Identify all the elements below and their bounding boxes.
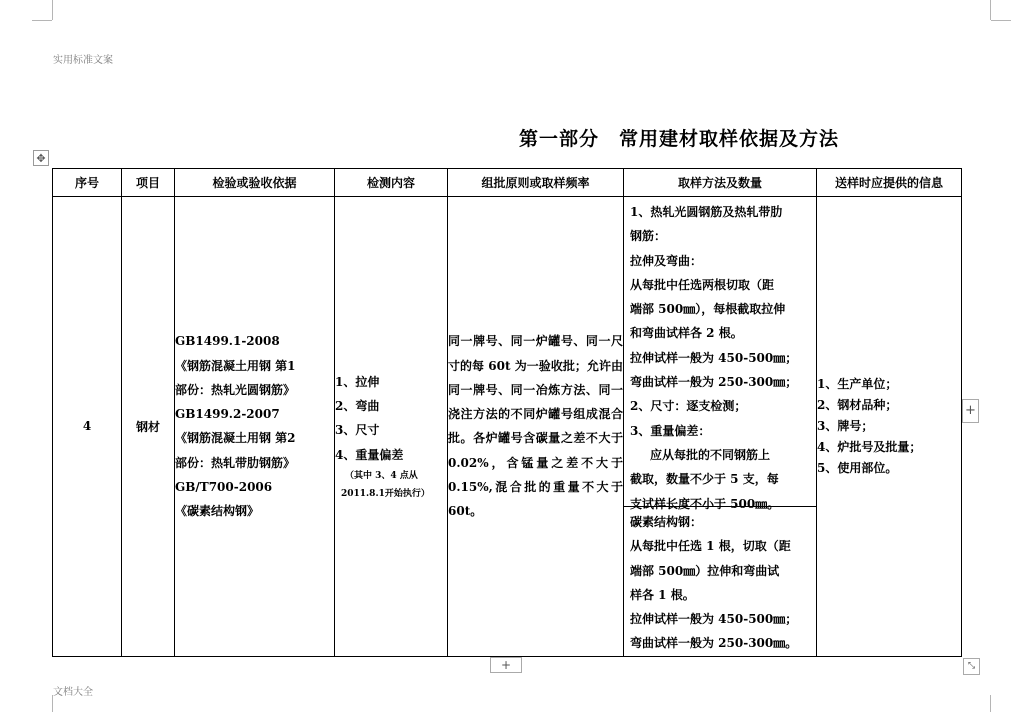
- page-title-text: 第一部分 常用建材取样依据及方法: [518, 128, 839, 150]
- header-cell-basis: 检验或验收依据: [175, 169, 335, 197]
- content-note: （其中 3、4 点从: [345, 470, 418, 481]
- table-resize-icon[interactable]: ⤡: [963, 658, 980, 675]
- method-line: 拉伸试样一般为 450-500㎜；: [630, 350, 798, 365]
- page-footer: 文档大全: [53, 687, 93, 698]
- content-line: 2、弯曲: [335, 399, 380, 414]
- method-line: 1、热轧光圆钢筋及热轧带肋: [630, 205, 783, 219]
- header-cell-method: 取样方法及数量: [624, 169, 817, 197]
- method-line: 端部 500㎜），每根截取拉伸: [630, 302, 786, 317]
- add-column-button[interactable]: +: [962, 399, 979, 423]
- crop-mark-top-right-h: [991, 20, 1011, 21]
- cell-item: 钢材: [122, 197, 175, 657]
- method-line: 支试样长度不小于 500㎜。: [630, 496, 780, 511]
- info-line: 3、牌号；: [817, 418, 874, 433]
- basis-line: 《碳素结构钢》: [175, 504, 260, 519]
- crop-mark-top-right-v: [990, 0, 991, 20]
- table-row: [53, 197, 962, 657]
- basis-line: 《钢筋混凝土用钢 第2: [175, 431, 296, 446]
- method-line: 从每批中任选两根切取（距: [630, 277, 775, 292]
- add-row-button[interactable]: +: [490, 657, 522, 673]
- cell-num: 4: [53, 197, 122, 657]
- method-line: 拉伸及弯曲：: [630, 253, 703, 268]
- method-line: 钢筋：: [630, 229, 667, 244]
- info-line: 2、钢材品种；: [817, 397, 898, 412]
- method-line: 样各 1 根。: [630, 587, 695, 602]
- cell-info: [817, 197, 962, 657]
- cell-method: [624, 197, 817, 657]
- sampling-table: [52, 168, 962, 657]
- header-cell-info: 送样时应提供的信息: [817, 169, 962, 197]
- page-header: 实用标准文案: [53, 55, 113, 66]
- content-line: 3、尺寸: [335, 423, 380, 438]
- method-line: 弯曲试样一般为 250-300㎜；: [630, 375, 798, 390]
- header-cell-frequency: 组批原则或取样频率: [448, 169, 624, 197]
- content-note: 2011.8.1开始执行）: [341, 488, 430, 499]
- method-line: 从每批中任选 1 根，切取（距: [630, 539, 791, 554]
- info-line: 5、使用部位。: [817, 460, 898, 475]
- method-line: 和弯曲试样各 2 根。: [630, 326, 743, 341]
- method-line: 截取，数量不少于 5 支，每: [630, 472, 779, 487]
- method-line: 应从每批的不同钢筋上: [650, 447, 771, 462]
- header-cell-num: 序号: [53, 169, 122, 197]
- header-cell-item: 项目: [122, 169, 175, 197]
- crop-mark-top-left-v: [52, 0, 53, 20]
- method-line: 端部 500㎜）拉伸和弯曲试: [630, 563, 780, 578]
- method-hot-rolled: [624, 197, 816, 511]
- table-move-icon[interactable]: ✥: [33, 150, 49, 166]
- method-line: 碳素结构钢：: [630, 515, 703, 529]
- crop-mark-bottom-right-v: [990, 695, 991, 712]
- basis-line: GB1499.2-2007: [175, 407, 280, 422]
- cell-basis: [175, 197, 335, 657]
- method-line: 2、尺寸：逐支检测；: [630, 399, 747, 414]
- basis-line: GB1499.1-2008: [175, 334, 280, 349]
- header-cell-content: 检测内容: [335, 169, 448, 197]
- cell-frequency: 同一牌号、同一炉罐号、同一尺寸的每 60t 为一验收批；允许由同一牌号、同一冶炼方法、同一浇注方法的不同炉罐号组成混合批。各炉罐号含碳量之差不大于 0.02%，含锰量之差不大于 0.15%,混合批的重量不大于 60t。: [448, 197, 624, 657]
- info-line: 4、炉批号及批量；: [817, 439, 922, 454]
- method-line: 弯曲试样一般为 250-300㎜。: [630, 636, 798, 651]
- content-line: 1、拉伸: [335, 374, 380, 389]
- page-title: [0, 124, 1013, 151]
- method-carbon-steel: [624, 507, 816, 656]
- crop-mark-top-left-h: [32, 20, 52, 21]
- basis-line: 部份：热轧带肋钢筋》: [175, 455, 296, 470]
- content-line: 4、重量偏差: [335, 447, 404, 462]
- method-line: 3、重量偏差：: [630, 423, 711, 438]
- basis-line: 部份：热轧光圆钢筋》: [175, 382, 296, 397]
- info-line: 1、生产单位；: [817, 376, 898, 391]
- table-header-row: [53, 169, 962, 197]
- basis-line: 《钢筋混凝土用钢 第1: [175, 358, 296, 373]
- basis-line: GB/T700-2006: [175, 479, 273, 494]
- method-line: 拉伸试样一般为 450-500㎜；: [630, 612, 798, 627]
- cell-content: [335, 197, 448, 657]
